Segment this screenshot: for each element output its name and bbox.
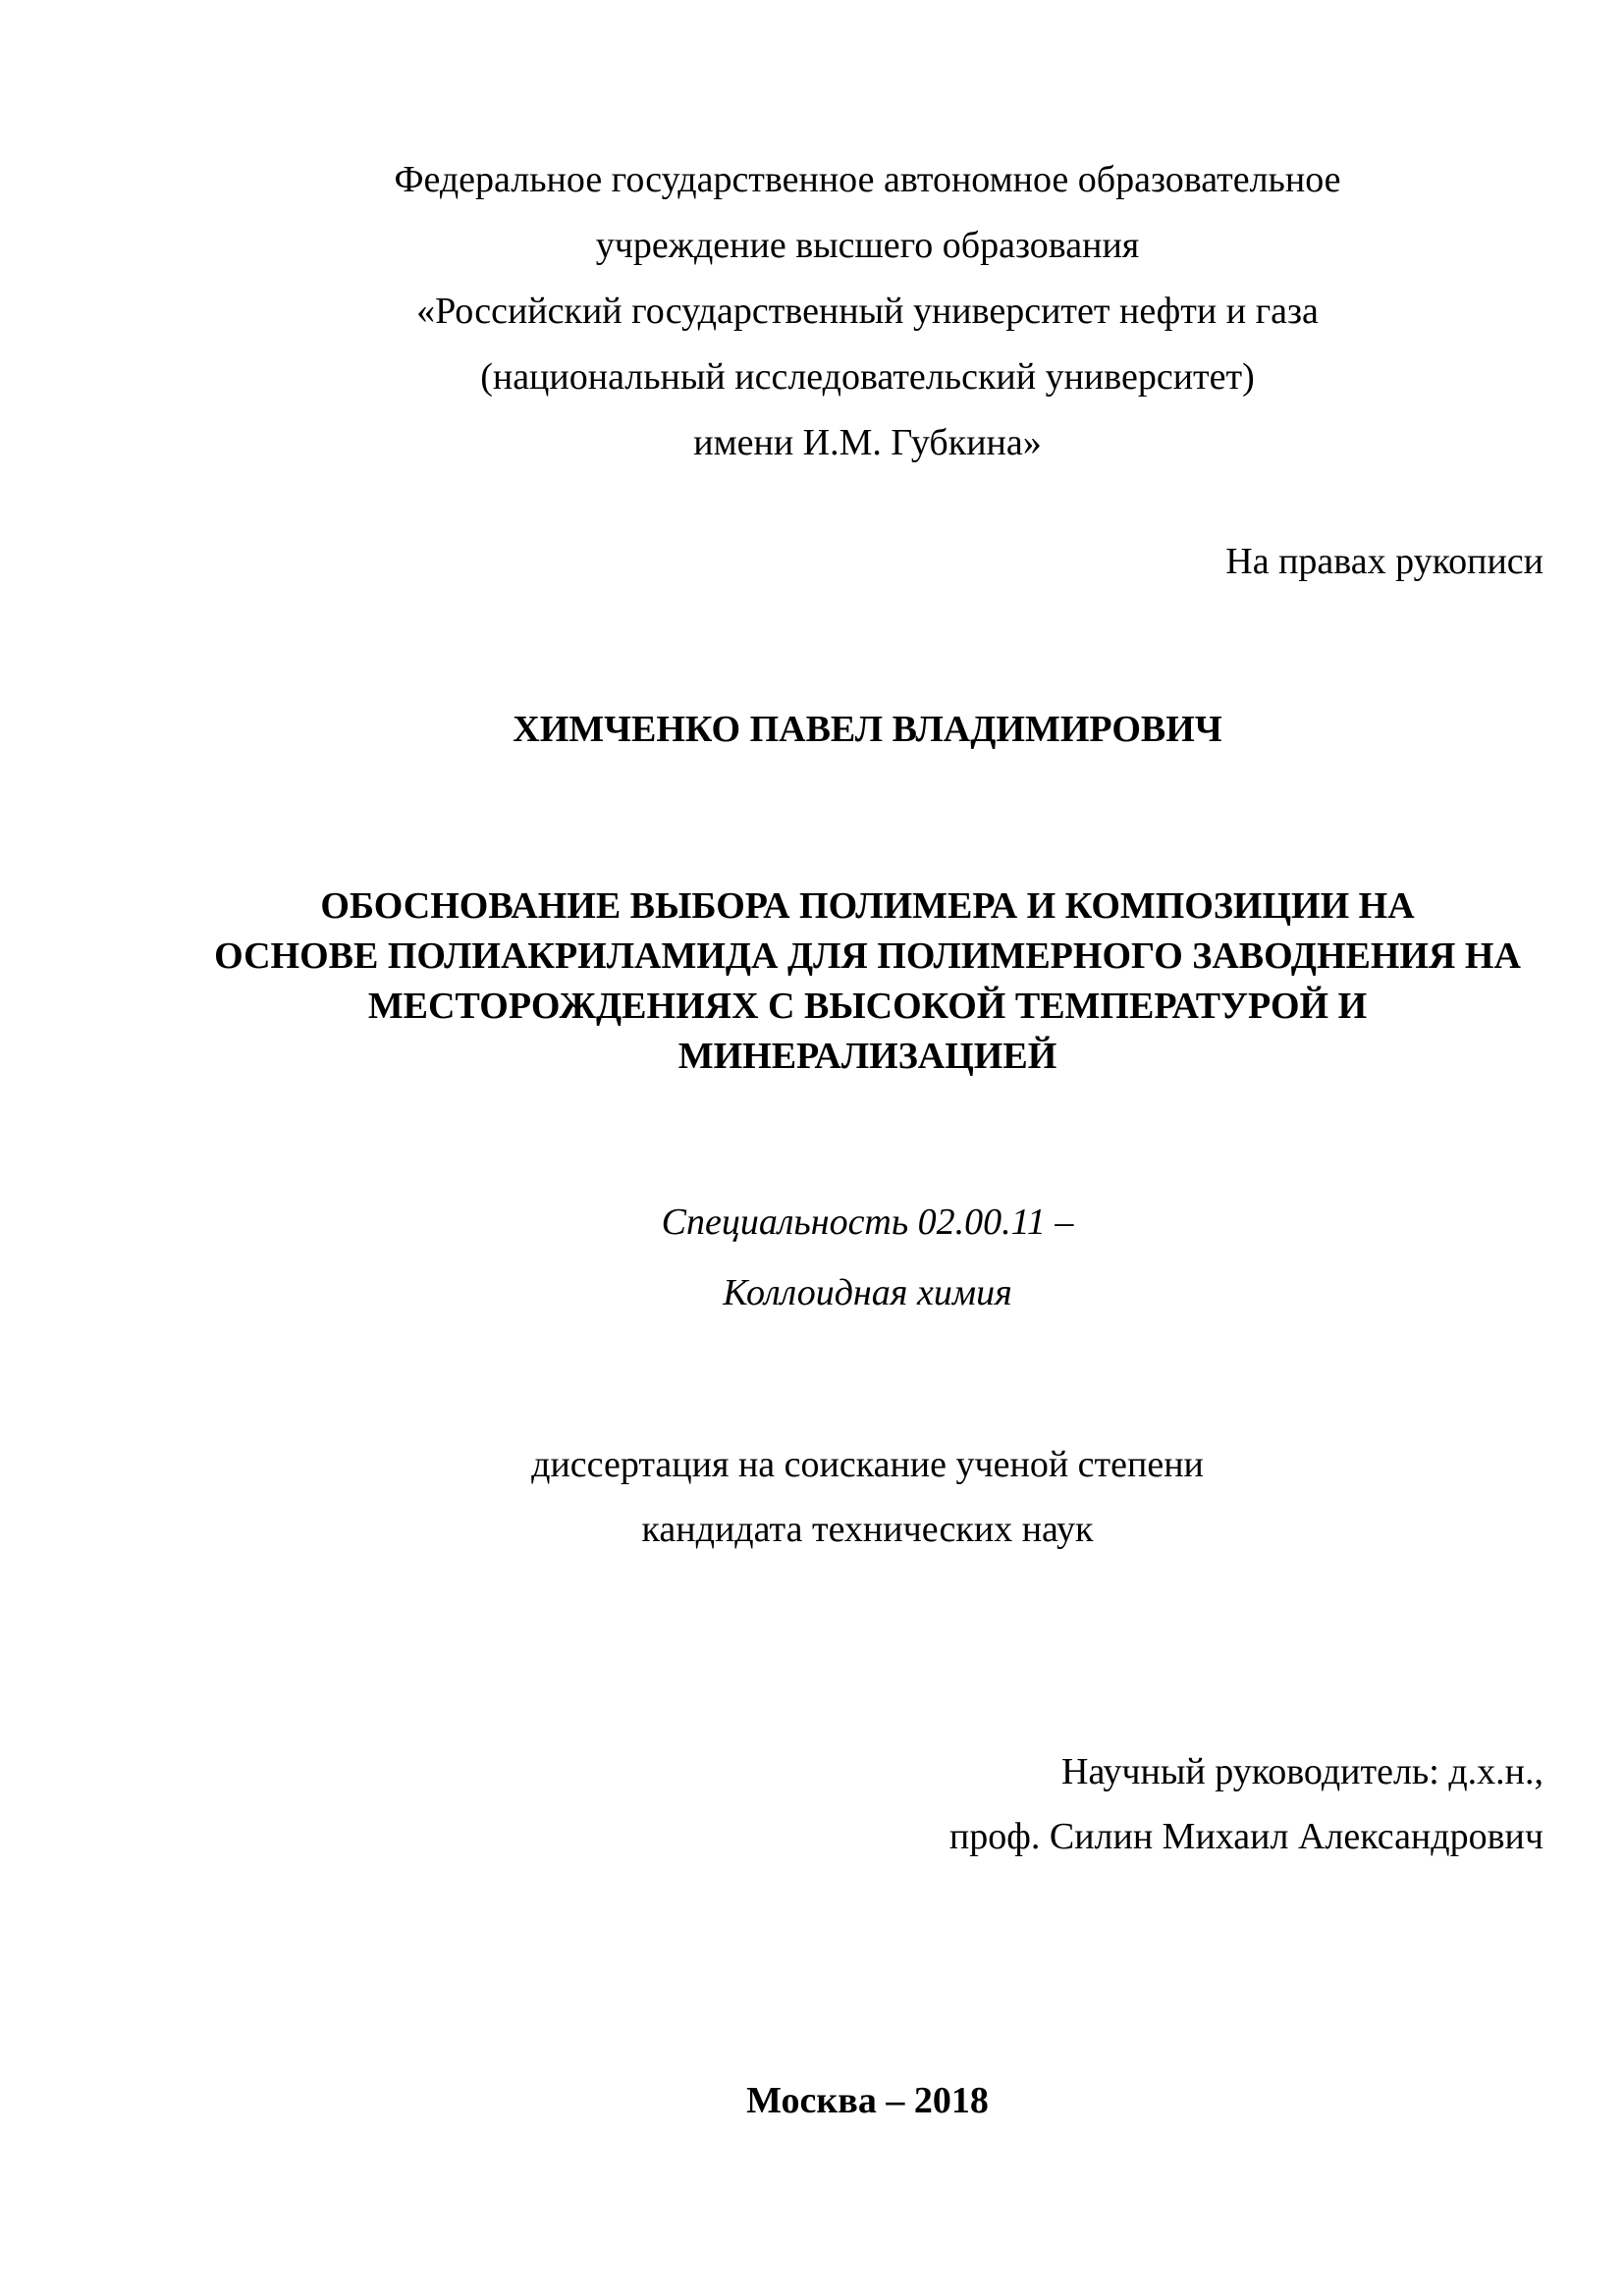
dissertation-title-line: МЕСТОРОЖДЕНИЯХ С ВЫСОКОЙ ТЕМПЕРАТУРОЙ И <box>367 986 1368 1027</box>
organization-block <box>191 147 1543 476</box>
organization-line: имени И.М. Губкина» <box>693 422 1042 463</box>
advisor-title: Научный руководитель: д.х.н., <box>1061 1751 1543 1792</box>
dissertation-title-line: ОСНОВЕ ПОЛИАКРИЛАМИДА ДЛЯ ПОЛИМЕРНОГО ЗАВОДНЕНИЯ НА <box>214 935 1521 977</box>
specialty-block <box>191 1187 1543 1328</box>
dissertation-title-line: МИНЕРАЛИЗАЦИЕЙ <box>677 1036 1057 1077</box>
city-year: Москва – 2018 <box>746 2080 989 2121</box>
advisor-block <box>191 1739 1543 1869</box>
specialty-name: Коллоидная химия <box>723 1272 1012 1313</box>
manuscript-note: На правах рукописи <box>1225 541 1543 582</box>
degree-line: диссертация на соискание ученой степени <box>531 1444 1204 1485</box>
specialty-code: Специальность 02.00.11 – <box>661 1201 1074 1243</box>
dissertation-title <box>191 881 1543 1082</box>
organization-line: (национальный исследовательский университет) <box>480 356 1255 398</box>
organization-line: Федеральное государственное автономное образовательное <box>394 159 1341 200</box>
author-name: ХИМЧЕНКО ПАВЕЛ ВЛАДИМИРОВИЧ <box>513 709 1222 750</box>
advisor-name: проф. Силин Михаил Александрович <box>948 1816 1543 1857</box>
degree-line: кандидата технических наук <box>641 1509 1094 1550</box>
organization-line: учреждение высшего образования <box>595 225 1140 266</box>
organization-line: «Российский государственный университет нефти и газа <box>416 291 1319 332</box>
degree-block <box>191 1432 1543 1562</box>
dissertation-title-line: ОБОСНОВАНИЕ ВЫБОРА ПОЛИМЕРА И КОМПОЗИЦИИ НА <box>320 885 1415 927</box>
